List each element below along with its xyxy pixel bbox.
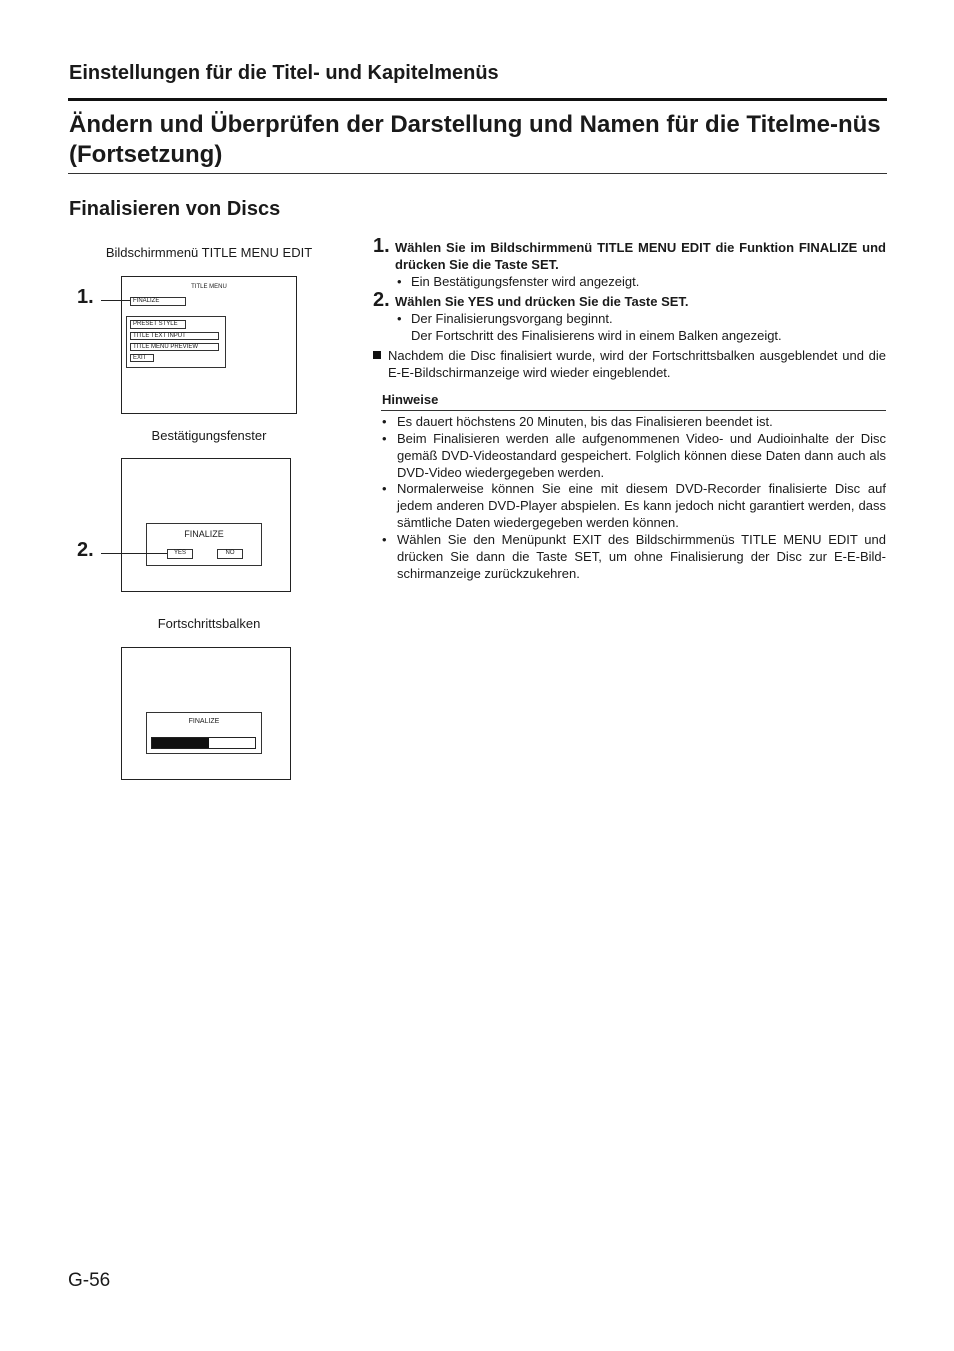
note-item: Es dauert höchstens 20 Minuten, bis das Finalisieren beendet ist. — [397, 414, 773, 429]
yes-button[interactable]: YES — [167, 549, 193, 559]
callout-2-line — [101, 553, 167, 554]
step-2-number: 2. — [373, 289, 390, 311]
finalize-menu-item[interactable]: FINALIZE — [130, 297, 186, 306]
step-1-bullet: Ein Bestätigungsfenster wird angezeigt. — [411, 274, 640, 289]
heading-rule — [68, 98, 887, 101]
step-2-bullet-1: Der Finalisierungsvorgang beginnt. — [411, 311, 613, 326]
subsection-heading: Finalisieren von Discs — [69, 198, 281, 220]
bullet-dot: • — [382, 481, 387, 496]
progress-bar — [151, 737, 256, 749]
callout-1: 1. — [77, 286, 94, 308]
progress-dialog-title: FINALIZE — [188, 718, 220, 725]
square-bullet-icon — [373, 351, 381, 359]
bullet-dot: • — [382, 431, 387, 446]
step-1-number: 1. — [373, 235, 390, 257]
confirm-screen — [121, 458, 291, 592]
step-1-text: Wählen Sie im Bildschirmmenü TITLE MENU EDIT die Funktion FINALIZE und drücken Sie die Taste SET. — [395, 240, 886, 272]
bullet-dot: • — [382, 414, 387, 429]
confirm-window-caption: Bestätigungsfenster — [151, 428, 267, 443]
title-rule — [68, 173, 887, 174]
submenu-box — [126, 316, 226, 368]
callout-2: 2. — [77, 539, 94, 561]
confirm-dialog-title: FINALIZE — [184, 529, 224, 539]
bullet-dot: • — [382, 532, 387, 547]
result-note: Nachdem die Disc finalisiert wurde, wird der Fortschrittsbalken ausgeblendet und die E-E-Bildschirmanzeige wird wieder eingeblendet. — [388, 348, 886, 380]
menu-item-exit[interactable]: EXIT — [130, 354, 154, 362]
menu-screen — [121, 276, 297, 414]
menu-item-title-text-input[interactable]: TITLE TEXT INPUT — [130, 332, 219, 340]
progress-dialog — [146, 712, 262, 754]
menu-screen-title: TITLE MENU — [191, 284, 227, 290]
menu-item-title-menu-preview[interactable]: TITLE MENU PREVIEW — [130, 343, 219, 351]
confirm-dialog — [146, 523, 262, 566]
progress-caption: Fortschrittsbalken — [157, 616, 261, 631]
note-item: Wählen Sie den Menüpunkt EXIT des Bildschirmmenüs TITLE MENU EDIT und drücken Sie dann die Taste SET, um ohne Finalisierung der Disc zur E-E-Bild-schirmanzeige zurückzukehren. — [397, 532, 886, 581]
page-number: G-56 — [68, 1270, 111, 1291]
progress-screen — [121, 647, 291, 780]
step-2-bullet-2: Der Fortschritt des Finalisierens wird in einem Balken angezeigt. — [411, 328, 782, 343]
callout-1-line — [101, 300, 130, 301]
page-title: Ändern und Überprüfen der Darstellung und Namen für die Titelme-nüs (Fortsetzung) — [69, 111, 881, 168]
notes-heading: Hinweise — [382, 392, 439, 407]
progress-bar-fill — [152, 738, 209, 748]
section-heading: Einstellungen für die Titel- und Kapitelmenüs — [69, 62, 499, 84]
bullet-dot: • — [397, 274, 402, 289]
note-item: Beim Finalisieren werden alle aufgenommenen Video- und Audioinhalte der Disc gemäß DVD-Videostandard gespeichert. Folglich können diese Daten dann auch als DVD-Video wiedergegeben werden. — [397, 431, 886, 480]
note-item: Normalerweise können Sie eine mit diesem DVD-Recorder finalisierte Disc auf jedem anderen DVD-Player abspielen. Es kann jedoch nicht garantiert werden, dass sämtliche Daten wiedergegeben werden können. — [397, 481, 886, 530]
no-button[interactable]: NO — [217, 549, 243, 559]
notes-rule — [381, 410, 886, 411]
bullet-dot: • — [397, 311, 402, 326]
menu-screen-caption: Bildschirmmenü TITLE MENU EDIT — [105, 245, 313, 260]
step-2-text: Wählen Sie YES und drücken Sie die Taste SET. — [395, 294, 689, 309]
menu-item-preset-style[interactable]: PRESET STYLE — [130, 320, 186, 329]
